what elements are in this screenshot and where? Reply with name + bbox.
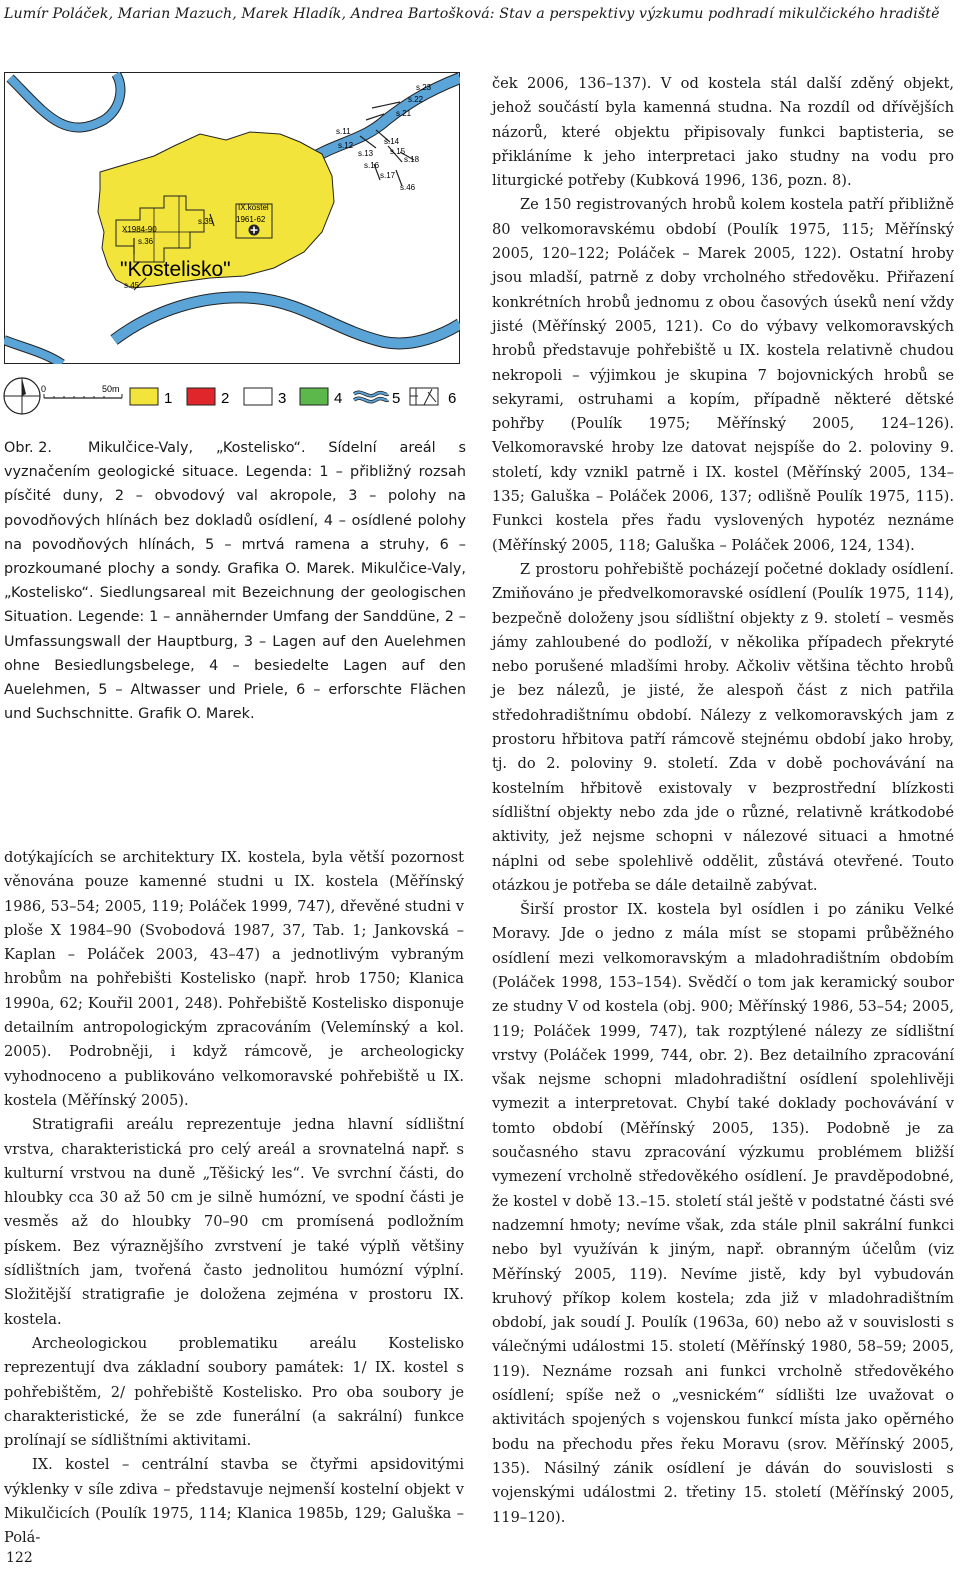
svg-text:50m: 50m <box>102 384 120 394</box>
map-label: s.21 <box>396 109 412 118</box>
svg-text:1: 1 <box>164 390 173 407</box>
map-label: X1984-90 <box>122 225 157 234</box>
map-label: s.22 <box>408 95 424 104</box>
north-arrow-icon <box>4 378 40 414</box>
map-label: s.11 <box>336 127 351 136</box>
legend-item-1 <box>130 388 172 407</box>
scale-bar <box>41 384 122 398</box>
svg-text:6: 6 <box>448 390 457 407</box>
map-label: s.13 <box>358 149 374 158</box>
paragraph: IX. kostel – centrální stavba se čtyřmi apsidovitými výklenky v síle zdiva – představuje nejmenší kostelní objekt v Mikulčicích (Poulík 1975, 114; Klanica 1985b, 129; Galuška – Polá- <box>4 1456 464 1547</box>
svg-text:3: 3 <box>278 390 287 407</box>
legend-item-5 <box>354 390 400 407</box>
paragraph: ček 2006, 136–137). V od kostela stál další zděný objekt, jehož součástí byla kamenná studna. Na rozdíl od dřívějších názorů, které objektu připisovaly funkci baptisteria, se přikláníme k jeho interpretaci jako studny na vodu pro liturgické potřeby (Kubková 1996, 136, pozn. 8). <box>492 75 954 190</box>
caption-text: Mikulčice-Valy, „Kostelisko“. Sídelní areál s vyznačením geologické situace. Legenda: 1 – přibližný rozsah písčité duny, 2 – obvodový val akropole, 3 – polohy na povodňových hlínách bez dokladů osídlení, 4 – osídlené polohy na povodňových hlínách, 5 – mrtvá ramena a struhy, 6 – prozkoumané plochy a sondy. Grafika O. Marek. Mikulčice-Valy, „Kostelisko“. Siedlungsareal mit Bezeichnung der geologischen Situation. Legende: 1 – annähernder Umfang der Sanddüne, 2 – Umfassungswall der Hauptburg, 3 – Lagen auf den Auelehmen ohne Besiedlungsbelege, 4 – besiedelte Lagen auf den Auelehmen, 5 – Altwasser und Priele, 6 – erforschte Flächen und Suchschnitte. Grafik O. Marek. <box>4 440 466 723</box>
svg-text:2: 2 <box>221 390 230 407</box>
map-label: 1961-62 <box>236 215 266 224</box>
figure-caption <box>4 436 466 726</box>
map-label: s.15 <box>390 147 406 156</box>
map-label: s.18 <box>404 155 420 164</box>
map-label: s.45 <box>124 281 140 290</box>
map-label: s.12 <box>338 141 354 150</box>
map-label: s.14 <box>384 137 400 146</box>
map-label: s.46 <box>400 183 416 192</box>
running-head: Lumír Poláček, Marian Mazuch, Marek Hladík, Andrea Bartošková: Stav a perspektivy výzkumu podhradí mikulčického hradiště <box>4 6 940 22</box>
legend-item-2 <box>187 388 229 407</box>
svg-text:5: 5 <box>392 390 401 407</box>
site-map <box>4 72 460 364</box>
map-label: s.23 <box>416 83 432 92</box>
paragraph: dotýkajících se architektury IX. kostela, byla větší pozornost věnována pouze kamenné studni u IX. kostela (Měřínský 1986, 53–54; 2005, 119; Poláček 1999, 747), dřevěné studni v ploše X 1984–90 (Svobodová 1987, 37, Tab. 1; Jankovská – Kaplan – Poláček 2003, 43–47) a jednotlivým vybraným hrobům na pohřebišti Kostelisko (např. hrob 1750; Klanica 1990a, 62; Kouřil 2001, 248). Pohřebiště Kostelisko disponuje detailním antropologickým zpracováním (Velemínský a kol. 2005). Podrobněji, i když rámcově, je archeologicky vyhodnoceno a publikováno velkomoravské pohřebiště u IX. kostela (Měřínský 2005). <box>4 849 464 1109</box>
page-number: 122 <box>6 1550 33 1566</box>
map-legend <box>0 370 470 426</box>
map-label: s.17 <box>380 171 396 180</box>
legend-item-3 <box>244 388 286 407</box>
right-column <box>492 72 954 1530</box>
left-column <box>4 846 464 1551</box>
paragraph: Archeologickou problematiku areálu Kostelisko reprezentují dva základní soubory památek: 1/ IX. kostel s pohřebištěm, 2/ pohřebiště Kostelisko. Pro oba soubory je charakteristické, že se zde funerální (a sakrální) funkce prolínají se sídlištními aktivitami. <box>4 1334 464 1450</box>
svg-text:4: 4 <box>334 390 343 407</box>
site-name-label: "Kostelisko" <box>120 258 231 281</box>
figure-label: Obr. 2. <box>4 440 52 456</box>
paragraph: Ze 150 registrovaných hrobů kolem kostela patří přibližně 80 velkomoravskému období (Poulík 1975, 115; Měřínský 2005, 120–122; Poláček – Marek 2005, 122). Ostatní hroby jsou mladší, patrně z doby vrcholného středověku. Přiřazení konkrétních hrobů jednomu z obou časových úseků není vždy jisté (Měřínský 2005, 121). Co do výbavy velkomoravských hrobů představuje pohřebiště u IX. kostela relativně chudou nekropoli – výjimkou je skupina 7 bojovnických hrobů se sekyrami, ostruhami a kopím, případně některé dětské pohřby (Poulík 1975; Měřínský 2005, 124–126). Velkomoravské hroby lze datovat nejspíše do 2. poloviny 9. století, kdy vznikl patrně i IX. kostel (Měřínský 2005, 134–135; Galuška – Poláček 2006, 137; odlišně Poulík 1975, 115). Funkci kostela přes řadu vyslovených hypotéz neznáme (Měřínský 2005, 118; Galuška – Poláček 2006, 124, 134). <box>492 196 954 554</box>
paragraph: Širší prostor IX. kostela byl osídlen i po zániku Velké Moravy. Jde o jedno z mála míst se stopami průběžného osídlení mezi velkomoravským a mladohradištním obdobím (Poláček 1998, 153–154). Svědčí o tom jak keramický soubor ze studny V od kostela (obj. 900; Měřínský 1986, 53–54; 2005, 119; Poláček 1999, 747), tak rozptýlené nálezy ze sídlištní vrstvy (Poláček 1999, 744, obr. 2). Bez detailního zpracování však nejsme schopni mladohradištní osídlení spolehlivěji vymezit a interpretovat. Chybí také doklady pochovávání v tomto období (Měřínský 2005, 135). Podobně je za současného stavu zpracování výzkumu problémem bližší vymezení vrcholně středověkého osídlení. Je pravděpodobné, že kostel v době 13.–15. století stál ještě v podstatné části své nadzemní hmoty; nevíme však, zda stále plnil sakrální funkci nebo byl využíván k jiným, např. obranným účelům (viz Měřínský 2005, 119). Nevíme jistě, kdy byl vybudován kruhový příkop kolem kostela; zda již v mladohradištním období, jak soudí J. Poulík (1963a, 60) nebo až v souvislosti s válečnými událostmi 15. století (Měřínský 1980, 58–59; 2005, 119). Neznáme rozsah ani funkci vrcholně středověkého osídlení; spíše než o „vesnickém“ sídlišti lze uvažovat o aktivitách spojených s vojenskou funkcí místa jako opěrného bodu na přechodu přes řeku Moravu (srov. Měřínský 2005, 135). Násilný zánik osídlení je dáván do souvislosti s vojenskými událostmi 2. třetiny 15. století (Měřínský 2005, 119–120). <box>492 901 954 1526</box>
map-label: s.36 <box>138 237 154 246</box>
map-label: s.35 <box>198 217 214 226</box>
svg-text:0: 0 <box>41 384 47 394</box>
map-label: IX.kostel <box>238 203 269 212</box>
paragraph: Z prostoru pohřebiště pocházejí početné doklady osídlení. Zmiňováno je předvelkomoravské osídlení (Poulík 1975, 114), bezpečně doloženy jsou sídlištní objekty z 9. století – vesměs jámy zahloubené do podloží, v několika případech překryté nebo porušené mladšími hroby. Ačkoliv většina těchto hrobů je bez nálezů, je jisté, že alespoň část z nich patřila středohradištnímu období. Nálezy z velkomoravských jam z prostoru hřbitova patří rámcově stejnému období jako hroby, tj. do 2. poloviny 9. století. Zda v době pochovávání na kostelním hřbitově existovaly v bezprostřední blízkosti sídlištní objekty nebo zda jde o různé, relativně krátkodobé aktivity, jež nejsme schopni v nálezové situaci a hmotné náplni od sebe spolehlivě oddělit, zůstává otevřené. Touto otázkou je potřeba se dále detailně zabývat. <box>492 560 954 894</box>
map-label: s.16 <box>364 161 380 170</box>
paragraph: Stratigrafii areálu reprezentuje jedna hlavní sídlištní vrstva, charakteristická pro celý areál a srovnatelná např. s kulturní vrstvou na duně „Těšický les“. Ve svrchní části, do hloubky cca 30 až 50 cm je silně humózní, ve spodní části je vesměs až do hloubky 70–90 cm promísená podložním pískem. Bez výraznějšího zvrstvení je také výplň většiny sídlištních jam, tvořená často jednolitou humózní výplní. Složitější stratigrafie je doložena zejména v prostoru IX. kostela. <box>4 1116 464 1328</box>
legend-item-4 <box>300 388 342 407</box>
legend-item-6 <box>410 388 456 407</box>
